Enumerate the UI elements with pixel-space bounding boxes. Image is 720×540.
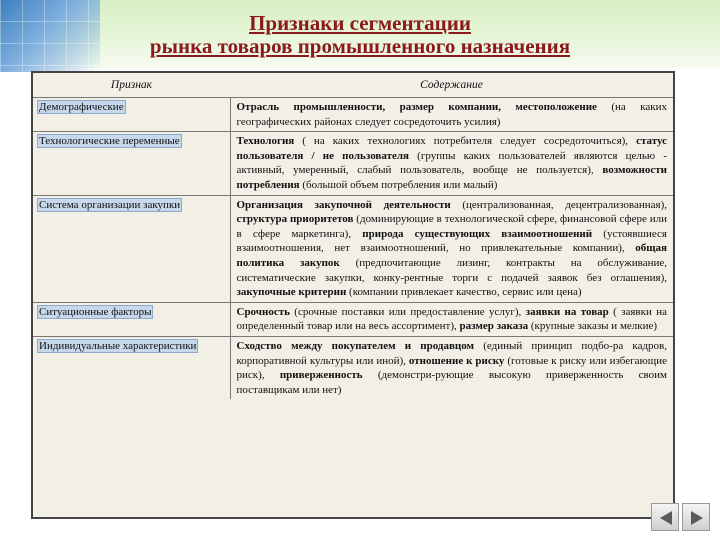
content-key-term: заявки на товар bbox=[525, 305, 609, 318]
content-key-term: Технология bbox=[236, 135, 295, 148]
content-text: ( на каких технологиях потребителя следует сосредоточиться), bbox=[294, 135, 637, 148]
content-text: (крупные заказы и мелкие) bbox=[528, 320, 658, 333]
content-key-term: приверженность bbox=[279, 369, 363, 382]
back-arrow-icon bbox=[656, 508, 676, 528]
criterion-cell bbox=[33, 132, 230, 195]
forward-button[interactable] bbox=[682, 503, 710, 531]
table-row bbox=[33, 98, 673, 132]
content-text: (доминирующие в технологической сфере, финансовой сфере или в сфере маркетинга), bbox=[236, 213, 667, 240]
criterion-cell bbox=[33, 336, 230, 399]
content-key-term: размер заказа bbox=[459, 320, 529, 333]
criterion-cell bbox=[33, 195, 230, 302]
content-text: (единый принцип подбо-ра кадров, корпоративной культуры или иной), bbox=[236, 339, 667, 367]
content-cell bbox=[230, 98, 673, 132]
corner-grid-decoration bbox=[0, 0, 100, 72]
criterion-label: Ситуационные факторы bbox=[39, 305, 152, 318]
content-key-term: общая политика закупок bbox=[236, 242, 667, 269]
content-cell bbox=[230, 132, 673, 195]
content-text: (на каких географических районах следует сосредоточить усилия) bbox=[236, 101, 667, 128]
content-text: (демонстри-рующие высокую приверженность своим поставщикам или нет) bbox=[236, 369, 667, 396]
content-text: (большой объем потребления или малый) bbox=[299, 178, 498, 191]
forward-arrow-icon bbox=[687, 508, 707, 528]
title-line-2: рынка товаров промышленного назначения bbox=[149, 34, 571, 58]
content-text: (срочные поставки или предоставление услуг), bbox=[289, 305, 526, 318]
content-text: (готовые к риску или избегающие риск), bbox=[236, 354, 667, 382]
content-text: (компании привлекает качество, сервис или цена) bbox=[346, 286, 582, 299]
content-text: (устоявшиеся взаимоотношения, нет взаимоотношений, но привлекательные компании), bbox=[236, 227, 667, 255]
content-cell bbox=[230, 336, 673, 399]
content-key-term: Отрасль промышленности, размер компании, местоположение bbox=[236, 101, 597, 113]
table-row bbox=[33, 132, 673, 195]
content-cell bbox=[230, 302, 673, 336]
content-key-term: Срочность bbox=[236, 305, 290, 318]
content-text: (централизованная, децентрализованная), bbox=[450, 198, 667, 211]
content-text: (группы каких пользователей являются целью - активный, умеренный, слабый пользователь, вообще не пользуется), bbox=[236, 149, 667, 177]
table-row bbox=[33, 336, 673, 399]
content-key-term: природа существующих взаимоотношений bbox=[362, 227, 593, 240]
criterion-cell bbox=[33, 302, 230, 336]
table-header-row bbox=[33, 73, 673, 98]
content-key-term: Организация закупочной деятельности bbox=[236, 198, 451, 211]
content-key-term: структура приоритетов bbox=[236, 213, 354, 226]
criterion-label: Технологические переменные bbox=[39, 135, 180, 148]
criterion-label: Индивидуальные характеристики bbox=[39, 339, 197, 352]
slide-navigation bbox=[651, 503, 711, 533]
page-title bbox=[100, 12, 620, 58]
title-line-1: Признаки сегментации bbox=[249, 11, 471, 35]
content-key-term: Сходство между покупателем и продавцом bbox=[236, 339, 475, 352]
content-text: (предпочитающие лизинг, контракты на обслуживание, систематические закупки, конку-рентные торги с подачей заявок без оглашения), bbox=[236, 256, 667, 284]
criterion-label: Система организации закупки bbox=[39, 198, 181, 211]
column-header-criterion: Признак bbox=[33, 73, 230, 98]
back-button[interactable] bbox=[651, 503, 679, 531]
content-text: ( заявки на определенный товар или на весь ассортимент), bbox=[236, 305, 667, 333]
segmentation-table bbox=[31, 71, 675, 519]
table-row bbox=[33, 302, 673, 336]
column-header-content: Содержание bbox=[230, 73, 673, 98]
content-cell bbox=[230, 195, 673, 302]
criterion-label: Демографические bbox=[39, 101, 124, 113]
content-key-term: закупочные критерии bbox=[236, 286, 347, 299]
content-key-term: статус пользователя / не пользователя bbox=[236, 135, 667, 162]
content-key-term: возможности потребления bbox=[236, 164, 667, 191]
content-key-term: отношение к риску bbox=[408, 354, 505, 367]
table-row bbox=[33, 195, 673, 302]
criterion-cell bbox=[33, 98, 230, 132]
